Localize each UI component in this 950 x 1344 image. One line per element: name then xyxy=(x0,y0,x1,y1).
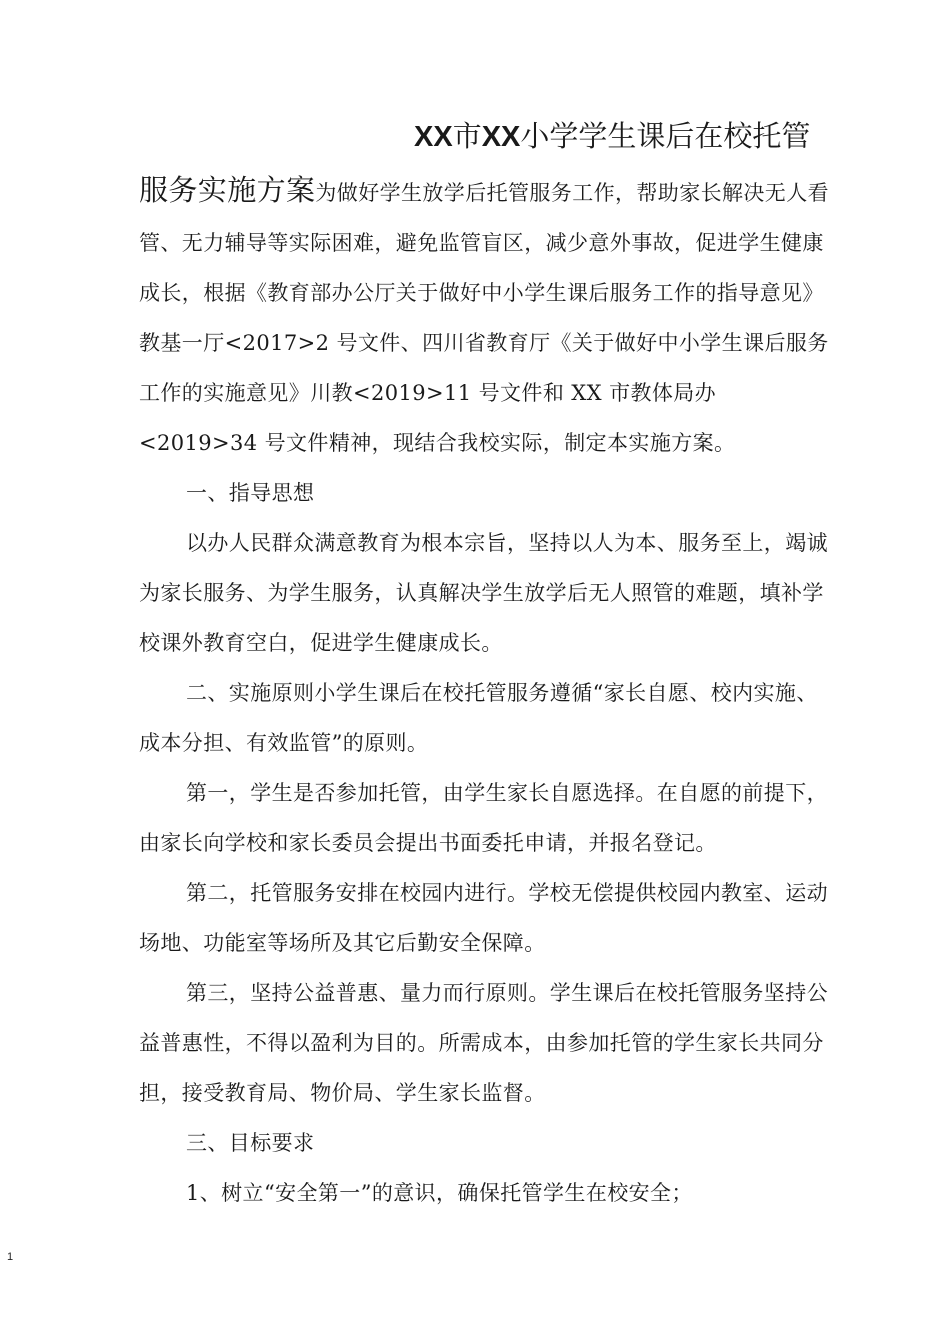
paragraph-implementation-principles: 二、实施原则小学生课后在校托管服务遵循“家长自愿、校内实施、成本分担、有效监管”的原则。 xyxy=(139,681,818,755)
title-city-placeholder: XX xyxy=(414,121,453,153)
paragraph-principle-first: 第一，学生是否参加托管，由学生家长自愿选择。在自愿的前提下，由家长向学校和家长委员会提出书面委托申请，并报名登记。 xyxy=(139,781,828,855)
intro-paragraph xyxy=(139,165,829,468)
document-body xyxy=(139,165,829,1218)
paragraph-goal-one: 1、树立“安全第一”的意识，确保托管学生在校安全； xyxy=(186,1181,693,1205)
paragraph-principle-third: 第三，坚持公益普惠、量力而行原则。学生课后在校托管服务坚持公益普惠性，不得以盈利为目的。所需成本，由参加托管的学生家长共同分担，接受教育局、物价局、学生家长监督。 xyxy=(139,981,828,1105)
section-heading-guiding-ideology: 一、指导思想 xyxy=(186,481,315,505)
title-school-placeholder: XX xyxy=(481,121,521,153)
document-title xyxy=(414,116,810,157)
paragraph-guiding-ideology: 以办人民群众满意教育为根本宗旨，坚持以人为本、服务至上，竭诚为家长服务、为学生服务，认真解决学生放学后无人照管的难题，填补学校课外教育空白，促进学生健康成长。 xyxy=(139,531,828,655)
paragraph-principle-second: 第二，托管服务安排在校园内进行。学校无偿提供校园内教室、运动场地、功能室等场所及其它后勤安全保障。 xyxy=(139,881,828,955)
page-number: 1 xyxy=(7,1251,14,1263)
title-main-text: 小学学生课后在校托管 xyxy=(520,119,811,153)
intro-text: 为做好学生放学后托管服务工作，帮助家长解决无人看管、无力辅导等实际困难，避免监管盲区，减少意外事故，促进学生健康成长，根据《教育部办公厅关于做好中小学生课后服务工作的指导意见》教基一厅<2017>2 号文件、四川省教育厅《关于做好中小学生课后服务工作的实施意见》川教<2019>11 号文件和 XX 市教体局办<2019>34 号文件精神，现结合我校实际，制定本实施方案。 xyxy=(139,181,830,455)
title-continuation: 服务实施方案 xyxy=(139,173,316,207)
title-city-suffix: 市 xyxy=(452,119,482,153)
section-heading-goals: 三、目标要求 xyxy=(186,1131,315,1155)
